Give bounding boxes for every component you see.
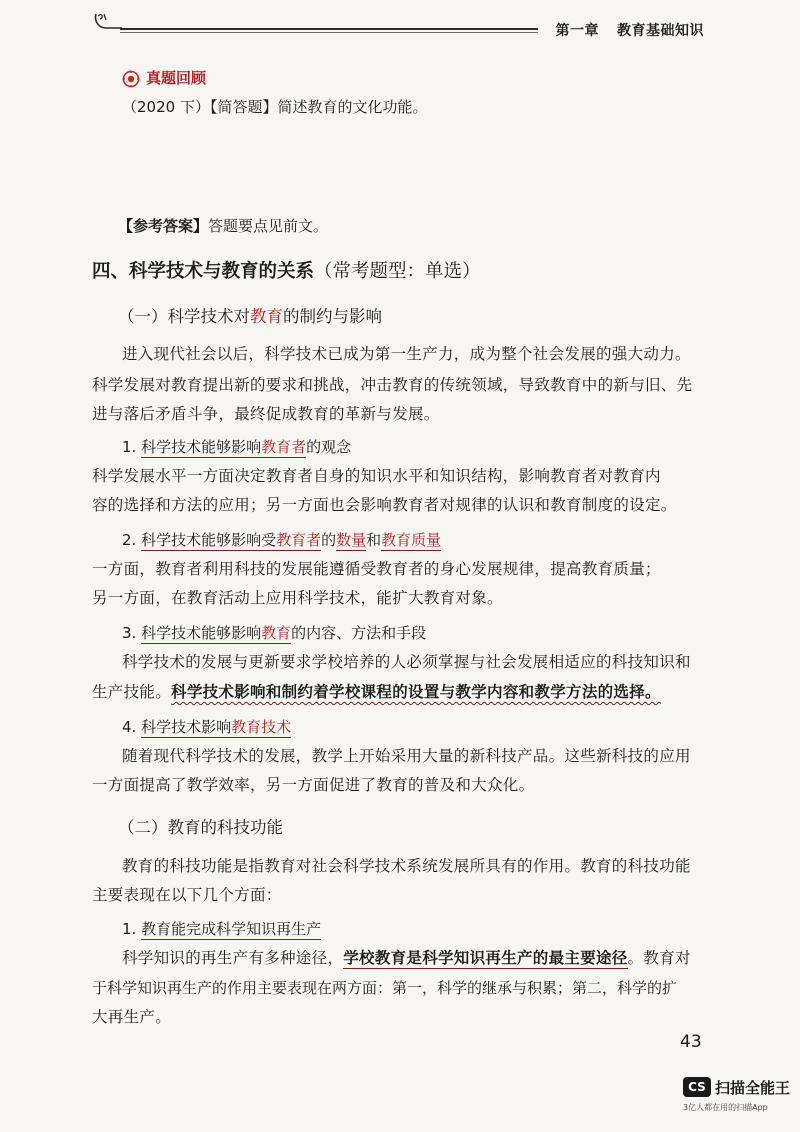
point-4-title — [141, 718, 291, 738]
reference-answer — [118, 215, 328, 237]
paragraph-line — [92, 681, 661, 703]
answer-label: 【参考答案】 — [118, 217, 209, 235]
header-ornament-icon — [92, 10, 126, 34]
point-3-title — [141, 624, 291, 644]
point-number: 1. — [122, 920, 137, 938]
paragraph-line: 一方面提高了教学效率，另一方面促进了教育的普及和大众化。 — [92, 776, 535, 794]
p4-title-b: 教育技术 — [231, 718, 292, 736]
s2p1-line1-a: 科学知识的再生产有多种途径， — [122, 949, 344, 967]
answer-text: 答题要点见前文。 — [208, 217, 329, 235]
paragraph-line: 进入现代社会以后，科学技术已成为第一生产力，成为整个社会发展的强大动力。 — [122, 345, 691, 363]
p2-title-b: 教育者 — [276, 531, 322, 549]
paragraph-line: 于科学知识再生产的作用主要表现在两方面：第一，科学的继承与积累；第二，科学的扩 — [92, 979, 678, 997]
point-4-heading — [122, 716, 291, 738]
p1-title-b: 教育者 — [261, 438, 307, 456]
question-text: 简述教育的文化功能。 — [277, 98, 428, 116]
p4-title-a: 科学技术影响 — [141, 718, 232, 736]
point-1-title — [141, 438, 306, 458]
section-4-title-text: 四、科学技术与教育的关系 — [92, 261, 315, 282]
p1-title-c: 的观念 — [306, 438, 352, 456]
scanner-logo-icon: CS — [683, 1077, 711, 1097]
point-3-heading — [122, 622, 426, 644]
point-number: 2. — [122, 531, 137, 549]
p2-title-e: 和 — [366, 531, 382, 549]
sub2-point-1-title: 教育能完成科学知识再生产 — [141, 920, 322, 938]
p3-title-c: 的内容、方法和手段 — [291, 624, 427, 642]
chapter-title: 教育基础知识 — [617, 23, 704, 39]
chapter-label: 第一章 — [555, 23, 599, 39]
subsection-2-heading: （二）教育的科技功能 — [118, 818, 283, 837]
section-4-tag: （常考题型：单选） — [314, 261, 481, 282]
paragraph-line: 另一方面，在教育活动上应用科学技术，能扩大教育对象。 — [92, 589, 503, 607]
point-2-title — [141, 531, 321, 551]
p3-title-a: 科学技术能够影响 — [141, 624, 262, 642]
question-prefix: （2020 下）【简答题】 — [122, 98, 278, 116]
point-2-heading — [122, 529, 441, 551]
p2-title-d: 数量 — [336, 531, 367, 549]
point-number: 3. — [122, 624, 137, 642]
p3-title-b: 教育 — [261, 624, 292, 642]
p3-line2-key-point: 科学技术影响和制约着学校课程的设置与教学内容和教学方法的选择。 — [171, 683, 661, 701]
paragraph-line: 进与落后矛盾斗争，最终促成教育的革新与发展。 — [92, 405, 440, 423]
p1-title-a: 科学技术能够影响 — [141, 438, 262, 456]
paragraph-line: 科学发展对教育提出新的要求和挑战，冲击教育的传统领域，导致教育中的新与旧、先 — [92, 376, 693, 394]
review-title: 真题回顾 — [146, 69, 207, 87]
review-question — [122, 96, 427, 118]
point-number: 4. — [122, 718, 137, 736]
paragraph-line: 主要表现在以下几个方面： — [92, 886, 282, 904]
subsection-1-heading — [118, 305, 382, 329]
scanner-app-name: 扫描全能王 — [715, 1079, 791, 1097]
review-badge-icon — [122, 70, 140, 88]
paragraph-line: 教育的科技功能是指教育对社会科学技术系统发展所具有的作用。教育的科技功能 — [122, 857, 691, 875]
p3-line2-a: 生产技能。 — [92, 683, 172, 701]
scanner-tagline: 3亿人都在用的扫描App — [683, 1103, 768, 1112]
sub1-title-prefix: （一）科学技术对 — [118, 307, 250, 326]
section-4-heading — [92, 259, 481, 285]
paragraph-line: 一方面，教育者利用科技的发展能遵循受教育者的身心发展规律，提高教育质量； — [92, 560, 661, 578]
p2-title-c: 的 — [321, 531, 337, 549]
paragraph-line: 科学发展水平一方面决定教育者自身的知识水平和知识结构，影响教育者对教育内 — [92, 467, 661, 485]
paragraph-line — [122, 947, 691, 969]
running-header — [556, 20, 705, 40]
s2p1-key-point: 学校教育是科学知识再生产的最主要途径 — [343, 949, 628, 967]
p2-title-a: 科学技术能够影响受 — [141, 531, 277, 549]
section-4-title — [92, 261, 314, 282]
paragraph-line: 科学技术的发展与更新要求学校培养的人必须掌握与社会发展相适应的科技知识和 — [122, 653, 691, 671]
paragraph-line: 随着现代科学技术的发展，教学上开始采用大量的新科技产品。这些新科技的应用 — [122, 747, 691, 765]
sub1-title-red: 教育 — [250, 307, 283, 326]
page-number: 43 — [680, 1032, 702, 1052]
paragraph-line: 容的选择和方法的应用；另一方面也会影响教育者对规律的认识和教育制度的设定。 — [92, 496, 677, 514]
point-1-heading — [122, 436, 351, 458]
point-number: 1. — [122, 438, 137, 456]
paragraph-line: 大再生产。 — [92, 1008, 172, 1026]
s2p1-line1-c: 。教育对 — [627, 949, 691, 967]
p2-title-f: 教育质量 — [381, 531, 442, 549]
sub2-point-1-heading — [122, 918, 321, 940]
sub1-title-suffix: 的制约与影响 — [283, 307, 382, 326]
header-rule — [120, 28, 538, 30]
